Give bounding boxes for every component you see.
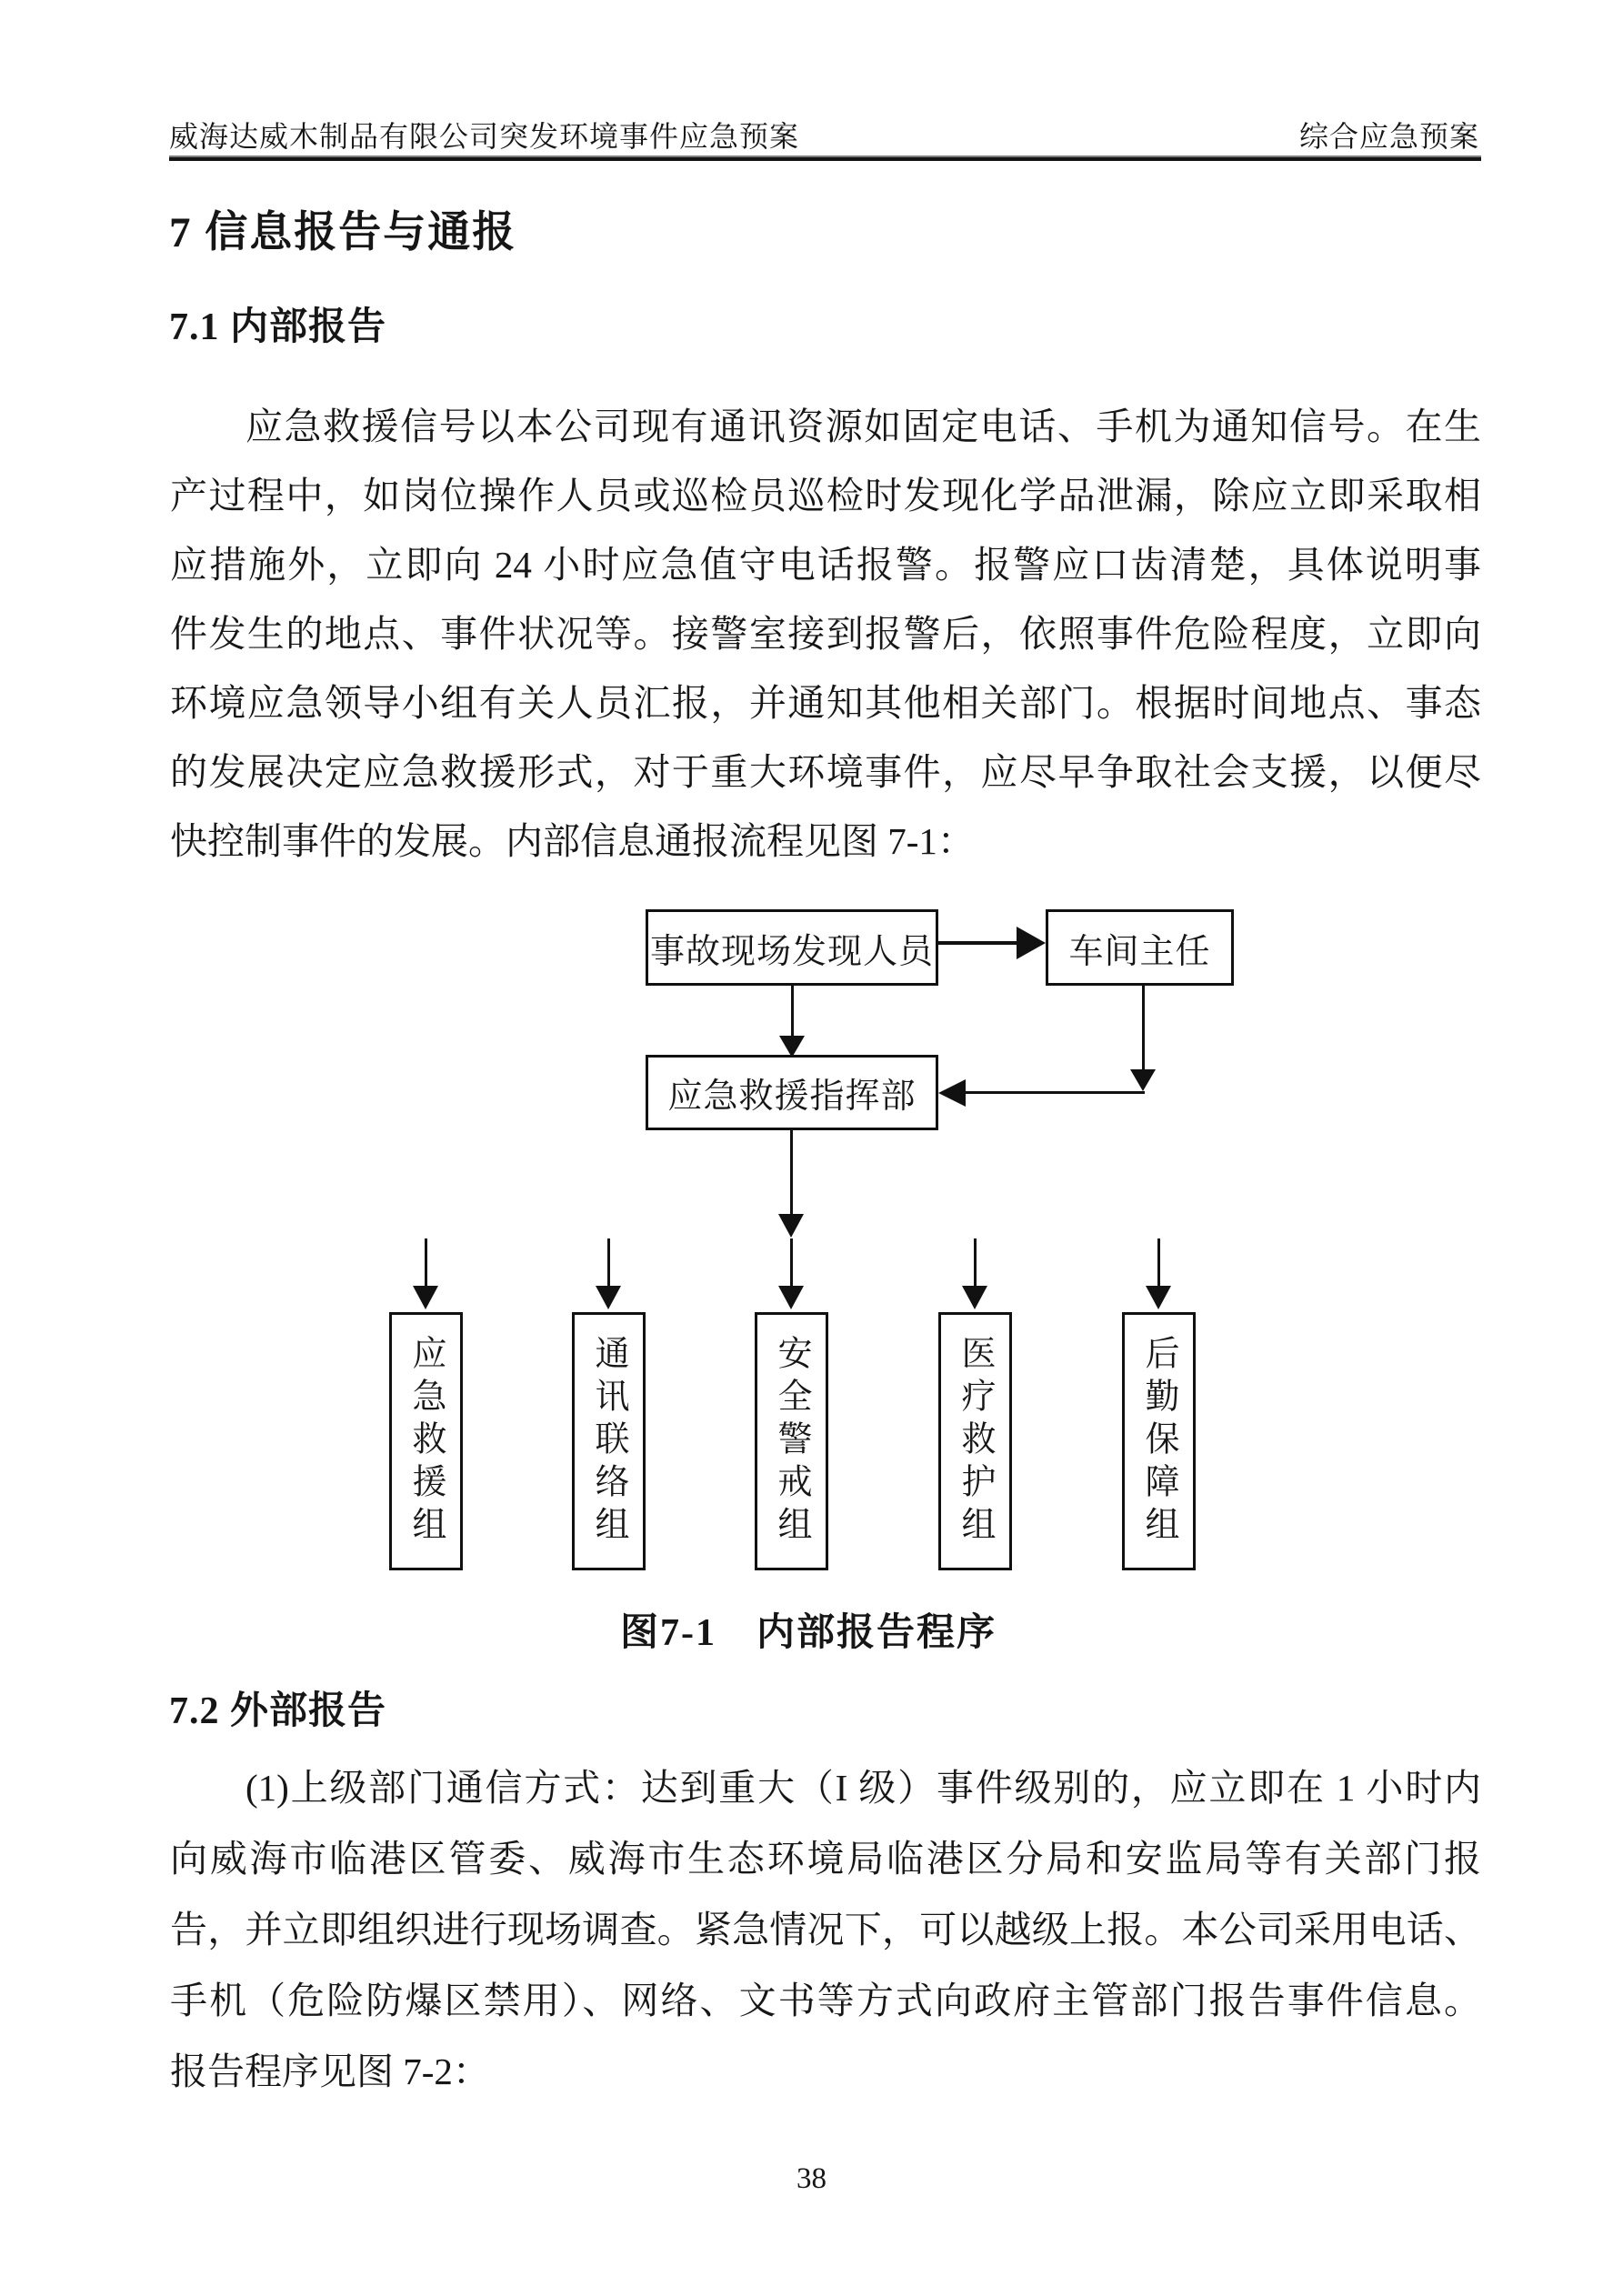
flow-arrow-to-security-group-head bbox=[778, 1286, 804, 1309]
flow-arrow-to-rescue-group-head bbox=[413, 1286, 438, 1309]
paragraph-line: 报告程序见图 7-2： bbox=[170, 2050, 490, 2092]
flow-arrow-director-down-head bbox=[1130, 1069, 1156, 1091]
flow-arrow-to-communication-group-head bbox=[596, 1286, 621, 1309]
flow-arrow-to-communication-group-line bbox=[607, 1238, 610, 1288]
flow-arrow-director-to-command-head bbox=[938, 1079, 966, 1107]
flow-arrow-director-down-line bbox=[1142, 986, 1145, 1069]
figure-7-1-caption: 图7-1 内部报告程序 bbox=[620, 1612, 997, 1654]
section-7-1-heading: 7.1 内部报告 bbox=[169, 306, 387, 348]
flowchart-box-workshop-director: 车间主任 bbox=[1046, 909, 1234, 986]
section-7-1-paragraph bbox=[170, 392, 1481, 876]
group-label: 医疗救护组 bbox=[956, 1334, 994, 1549]
flow-arrow-to-medical-group-line bbox=[974, 1238, 977, 1288]
flow-arrow-to-logistics-group-head bbox=[1146, 1286, 1171, 1309]
flowchart-box-incident-discoverer: 事故现场发现人员 bbox=[646, 909, 938, 986]
flowchart-box-logistics-group bbox=[1122, 1312, 1196, 1570]
flow-arrow-discoverer-to-director-head bbox=[1017, 927, 1046, 959]
header-rule bbox=[169, 155, 1481, 161]
paragraph-line: 手机（危险防爆区禁用）、网络、文书等方式向政府主管部门报告事件信息。 bbox=[170, 1980, 1481, 2021]
group-label: 应急救援组 bbox=[406, 1334, 445, 1549]
flow-arrow-to-logistics-group-line bbox=[1157, 1238, 1160, 1288]
group-label: 通讯联络组 bbox=[589, 1334, 627, 1549]
chapter-title: 7 信息报告与通报 bbox=[169, 209, 517, 256]
header-right-title: 综合应急预案 bbox=[1298, 120, 1479, 153]
paragraph-line: (1)上级部门通信方式：达到重大（I 级）事件级别的，应立即在 1 小时内 bbox=[245, 1767, 1481, 1809]
header-left-title: 威海达威木制品有限公司突发环境事件应急预案 bbox=[169, 120, 800, 153]
paragraph-line: 的发展决定应急救援形式，对于重大环境事件，应尽早争取社会支援，以便尽 bbox=[170, 751, 1481, 793]
paragraph-line: 产过程中，如岗位操作人员或巡检员巡检时发现化学品泄漏，除应立即采取相 bbox=[170, 475, 1481, 516]
flowchart-box-medical-group bbox=[938, 1312, 1012, 1570]
paragraph-line: 应措施外，立即向 24 小时应急值守电话报警。报警应口齿清楚，具体说明事 bbox=[170, 544, 1481, 586]
paragraph-line: 向威海市临港区管委、威海市生态环境局临港区分局和安监局等有关部门报 bbox=[170, 1838, 1481, 1880]
flowchart-box-security-group bbox=[755, 1312, 828, 1570]
flowchart-box-rescue-group bbox=[389, 1312, 463, 1570]
flow-arrow-discoverer-to-director-line bbox=[938, 941, 1018, 945]
flow-arrow-to-rescue-group-line bbox=[425, 1238, 427, 1288]
flowchart-box-communication-group bbox=[572, 1312, 646, 1570]
flow-arrow-to-security-group-line bbox=[790, 1238, 793, 1288]
flow-arrow-discoverer-to-command-head bbox=[779, 1036, 805, 1058]
page-number: 38 bbox=[796, 2162, 827, 2195]
paragraph-line: 件发生的地点、事件状况等。接警室接到报警后，依照事件危险程度，立即向 bbox=[170, 613, 1481, 655]
paragraph-line: 应急救援信号以本公司现有通讯资源如固定电话、手机为通知信号。在生 bbox=[245, 406, 1481, 447]
paragraph-line: 快控制事件的发展。内部信息通报流程见图 7-1： bbox=[170, 820, 975, 862]
flow-arrow-to-medical-group-head bbox=[962, 1286, 987, 1309]
flow-arrow-command-to-groups-head bbox=[778, 1214, 804, 1238]
paragraph-line: 环境应急领导小组有关人员汇报，并通知其他相关部门。根据时间地点、事态 bbox=[170, 682, 1481, 724]
section-7-2-heading: 7.2 外部报告 bbox=[169, 1690, 387, 1732]
paragraph-line: 告，并立即组织进行现场调查。紧急情况下，可以越级上报。本公司采用电话、 bbox=[170, 1909, 1481, 1950]
section-7-2-paragraph bbox=[170, 1752, 1481, 2107]
flow-arrow-command-to-groups-line bbox=[790, 1130, 793, 1216]
flowchart-box-command-center: 应急救援指挥部 bbox=[646, 1055, 938, 1130]
group-label: 安全警戒组 bbox=[772, 1334, 810, 1549]
group-label: 后勤保障组 bbox=[1139, 1334, 1177, 1549]
flow-arrow-director-to-command-line bbox=[966, 1091, 1145, 1094]
flow-arrow-discoverer-to-command-line bbox=[791, 986, 794, 1040]
